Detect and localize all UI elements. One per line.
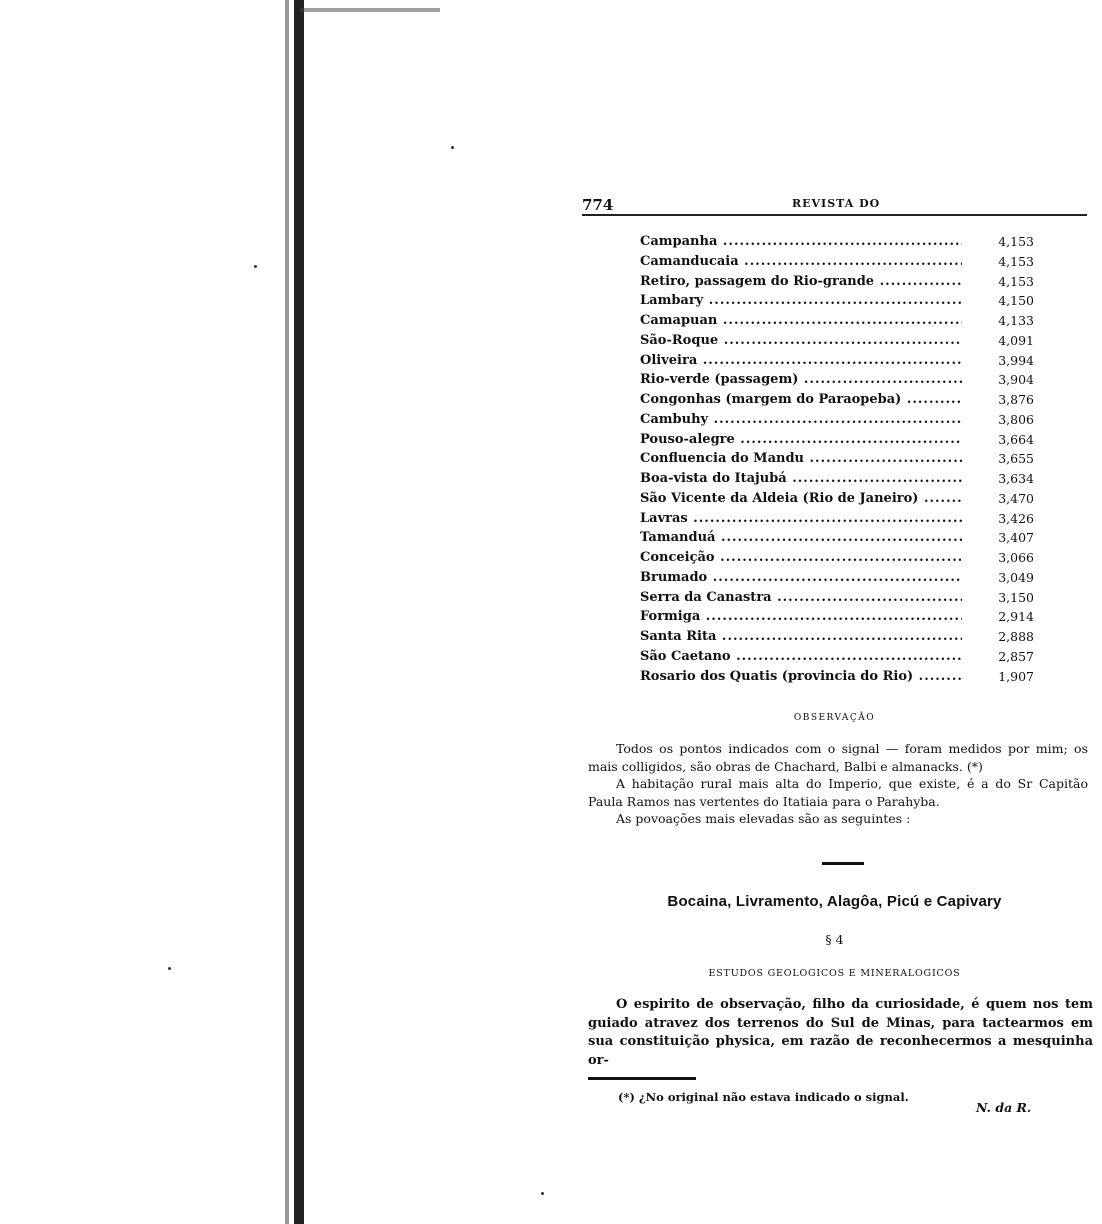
- place-name: São Caetano .....: [640, 649, 962, 664]
- altitude-value: 4,150: [998, 293, 1034, 309]
- altitude-table: [640, 234, 1040, 688]
- footnote-signature: N. da R.: [976, 1100, 1032, 1115]
- table-row: [640, 432, 1040, 452]
- book-spine: [294, 0, 304, 1224]
- altitude-value: 3,876: [998, 392, 1034, 407]
- table-row: [640, 313, 1040, 333]
- place-name: Retiro, passagem do Rio-grande .....: [640, 274, 962, 289]
- table-row: [640, 530, 1040, 550]
- running-head: REVISTA DO: [792, 197, 881, 210]
- table-row: [640, 333, 1040, 353]
- altitude-value: 4,133: [998, 313, 1034, 328]
- altitude-value: 3,664: [998, 431, 1034, 447]
- place-name: Santa Rita .....: [640, 629, 962, 644]
- altitude-value: 4,153: [998, 234, 1034, 249]
- altitude-value: 4,153: [998, 253, 1034, 269]
- place-name: Camapuan .....: [640, 313, 962, 328]
- place-name: Confluencia do Mandu .....: [640, 451, 962, 466]
- table-row: [640, 491, 1040, 511]
- altitude-value: 4,091: [998, 332, 1034, 348]
- place-name: Boa-vista do Itajubá .....: [640, 471, 962, 486]
- place-name: Tamanduá .....: [640, 530, 962, 545]
- place-name: Cambuhy .....: [640, 412, 962, 427]
- place-name: Camanducaia .....: [640, 254, 962, 269]
- section-title: Bocaina, Livramento, Alagôa, Picú e Capivary: [667, 893, 1002, 910]
- table-row: [640, 412, 1040, 432]
- altitude-value: 3,634: [998, 471, 1034, 486]
- observation-title: OBSERVAÇÃO: [793, 713, 876, 723]
- table-row: [640, 550, 1040, 570]
- paragraph: As povoações mais elevadas são as seguintes :: [616, 811, 911, 826]
- altitude-value: 2,914: [998, 609, 1034, 625]
- altitude-value: 3,066: [998, 550, 1034, 565]
- place-name: São Vicente da Aldeia (Rio de Janeiro) .....: [640, 491, 962, 506]
- altitude-value: 2,888: [998, 629, 1034, 644]
- altitude-value: 2,857: [998, 648, 1034, 664]
- book-spine-shadow: [285, 0, 289, 1224]
- table-row: [640, 570, 1040, 590]
- paragraph: Todos os pontos indicados com o signal — foram medidos por mim; os mais colligidos, são obras de Chachard, Balbi e almanacks. (*): [588, 741, 1088, 774]
- place-name: São-Roque .....: [640, 333, 962, 348]
- place-name: Pouso-alegre .....: [640, 432, 962, 447]
- footnote: (*) ¿No original não estava indicado o signal.: [618, 1090, 909, 1104]
- speck: [541, 1192, 544, 1195]
- place-name: Formiga .....: [640, 609, 962, 624]
- altitude-value: 3,150: [998, 589, 1034, 605]
- section-subtitle: ESTUDOS GEOLOGICOS E MINERALOGICOS: [708, 968, 961, 979]
- place-name: Lavras .....: [640, 511, 962, 526]
- place-name: Rosario dos Quatis (provincia do Rio) .....: [640, 669, 962, 684]
- table-row: [640, 590, 1040, 610]
- altitude-value: 3,049: [998, 569, 1034, 585]
- place-name: Lambary .....: [640, 293, 962, 308]
- place-name: Congonhas (margem do Paraopeba) .....: [640, 392, 962, 407]
- table-row: [640, 372, 1040, 392]
- altitude-value: 1,907: [998, 668, 1034, 684]
- page-edge-mark: [300, 8, 440, 12]
- table-row: [640, 609, 1040, 629]
- altitude-value: 3,655: [998, 451, 1034, 467]
- place-name: Serra da Canastra .....: [640, 590, 962, 605]
- table-row: [640, 649, 1040, 669]
- altitude-value: 3,407: [998, 530, 1034, 546]
- altitude-value: 3,904: [998, 372, 1034, 388]
- place-name: Campanha .....: [640, 234, 962, 249]
- place-name: Oliveira .....: [640, 353, 962, 368]
- speck: [451, 146, 454, 149]
- place-name: Conceição .....: [640, 550, 962, 565]
- table-row: [640, 353, 1040, 373]
- page-number: 774: [582, 196, 614, 214]
- header-rule: [582, 214, 1087, 216]
- altitude-value: 3,426: [998, 510, 1034, 526]
- footnote-rule: [588, 1077, 696, 1080]
- table-row: [640, 511, 1040, 531]
- speck: [254, 265, 257, 268]
- observation-text: [588, 740, 1088, 828]
- table-row: [640, 293, 1040, 313]
- section-number: § 4: [825, 932, 844, 947]
- table-row: [640, 392, 1040, 412]
- place-name: Brumado .....: [640, 570, 962, 585]
- paragraph: A habitação rural mais alta do Imperio, que existe, é a do Sr Capitão Paula Ramos nas vertentes do Itatiaia para o Parahyba.: [588, 776, 1088, 809]
- speck: [168, 967, 171, 970]
- table-row: [640, 629, 1040, 649]
- page-header: [582, 196, 1087, 214]
- table-row: [640, 669, 1040, 689]
- altitude-value: 3,806: [998, 411, 1034, 427]
- table-row: [640, 471, 1040, 491]
- table-row: [640, 274, 1040, 294]
- paragraph: O espirito de observação, filho da curiosidade, é quem nos tem guiado atravez dos terrenos do Sul de Minas, para tactearmos em sua constituição physica, em razão de reconhecermos a mesquinha or-: [588, 997, 1093, 1068]
- altitude-value: 3,994: [998, 352, 1034, 368]
- section-text: [588, 996, 1093, 1070]
- place-name: Rio-verde (passagem) .....: [640, 372, 962, 387]
- table-row: [640, 451, 1040, 471]
- table-row: [640, 254, 1040, 274]
- table-row: [640, 234, 1040, 254]
- section-divider: [822, 862, 864, 865]
- altitude-value: 4,153: [998, 273, 1034, 289]
- altitude-value: 3,470: [998, 490, 1034, 506]
